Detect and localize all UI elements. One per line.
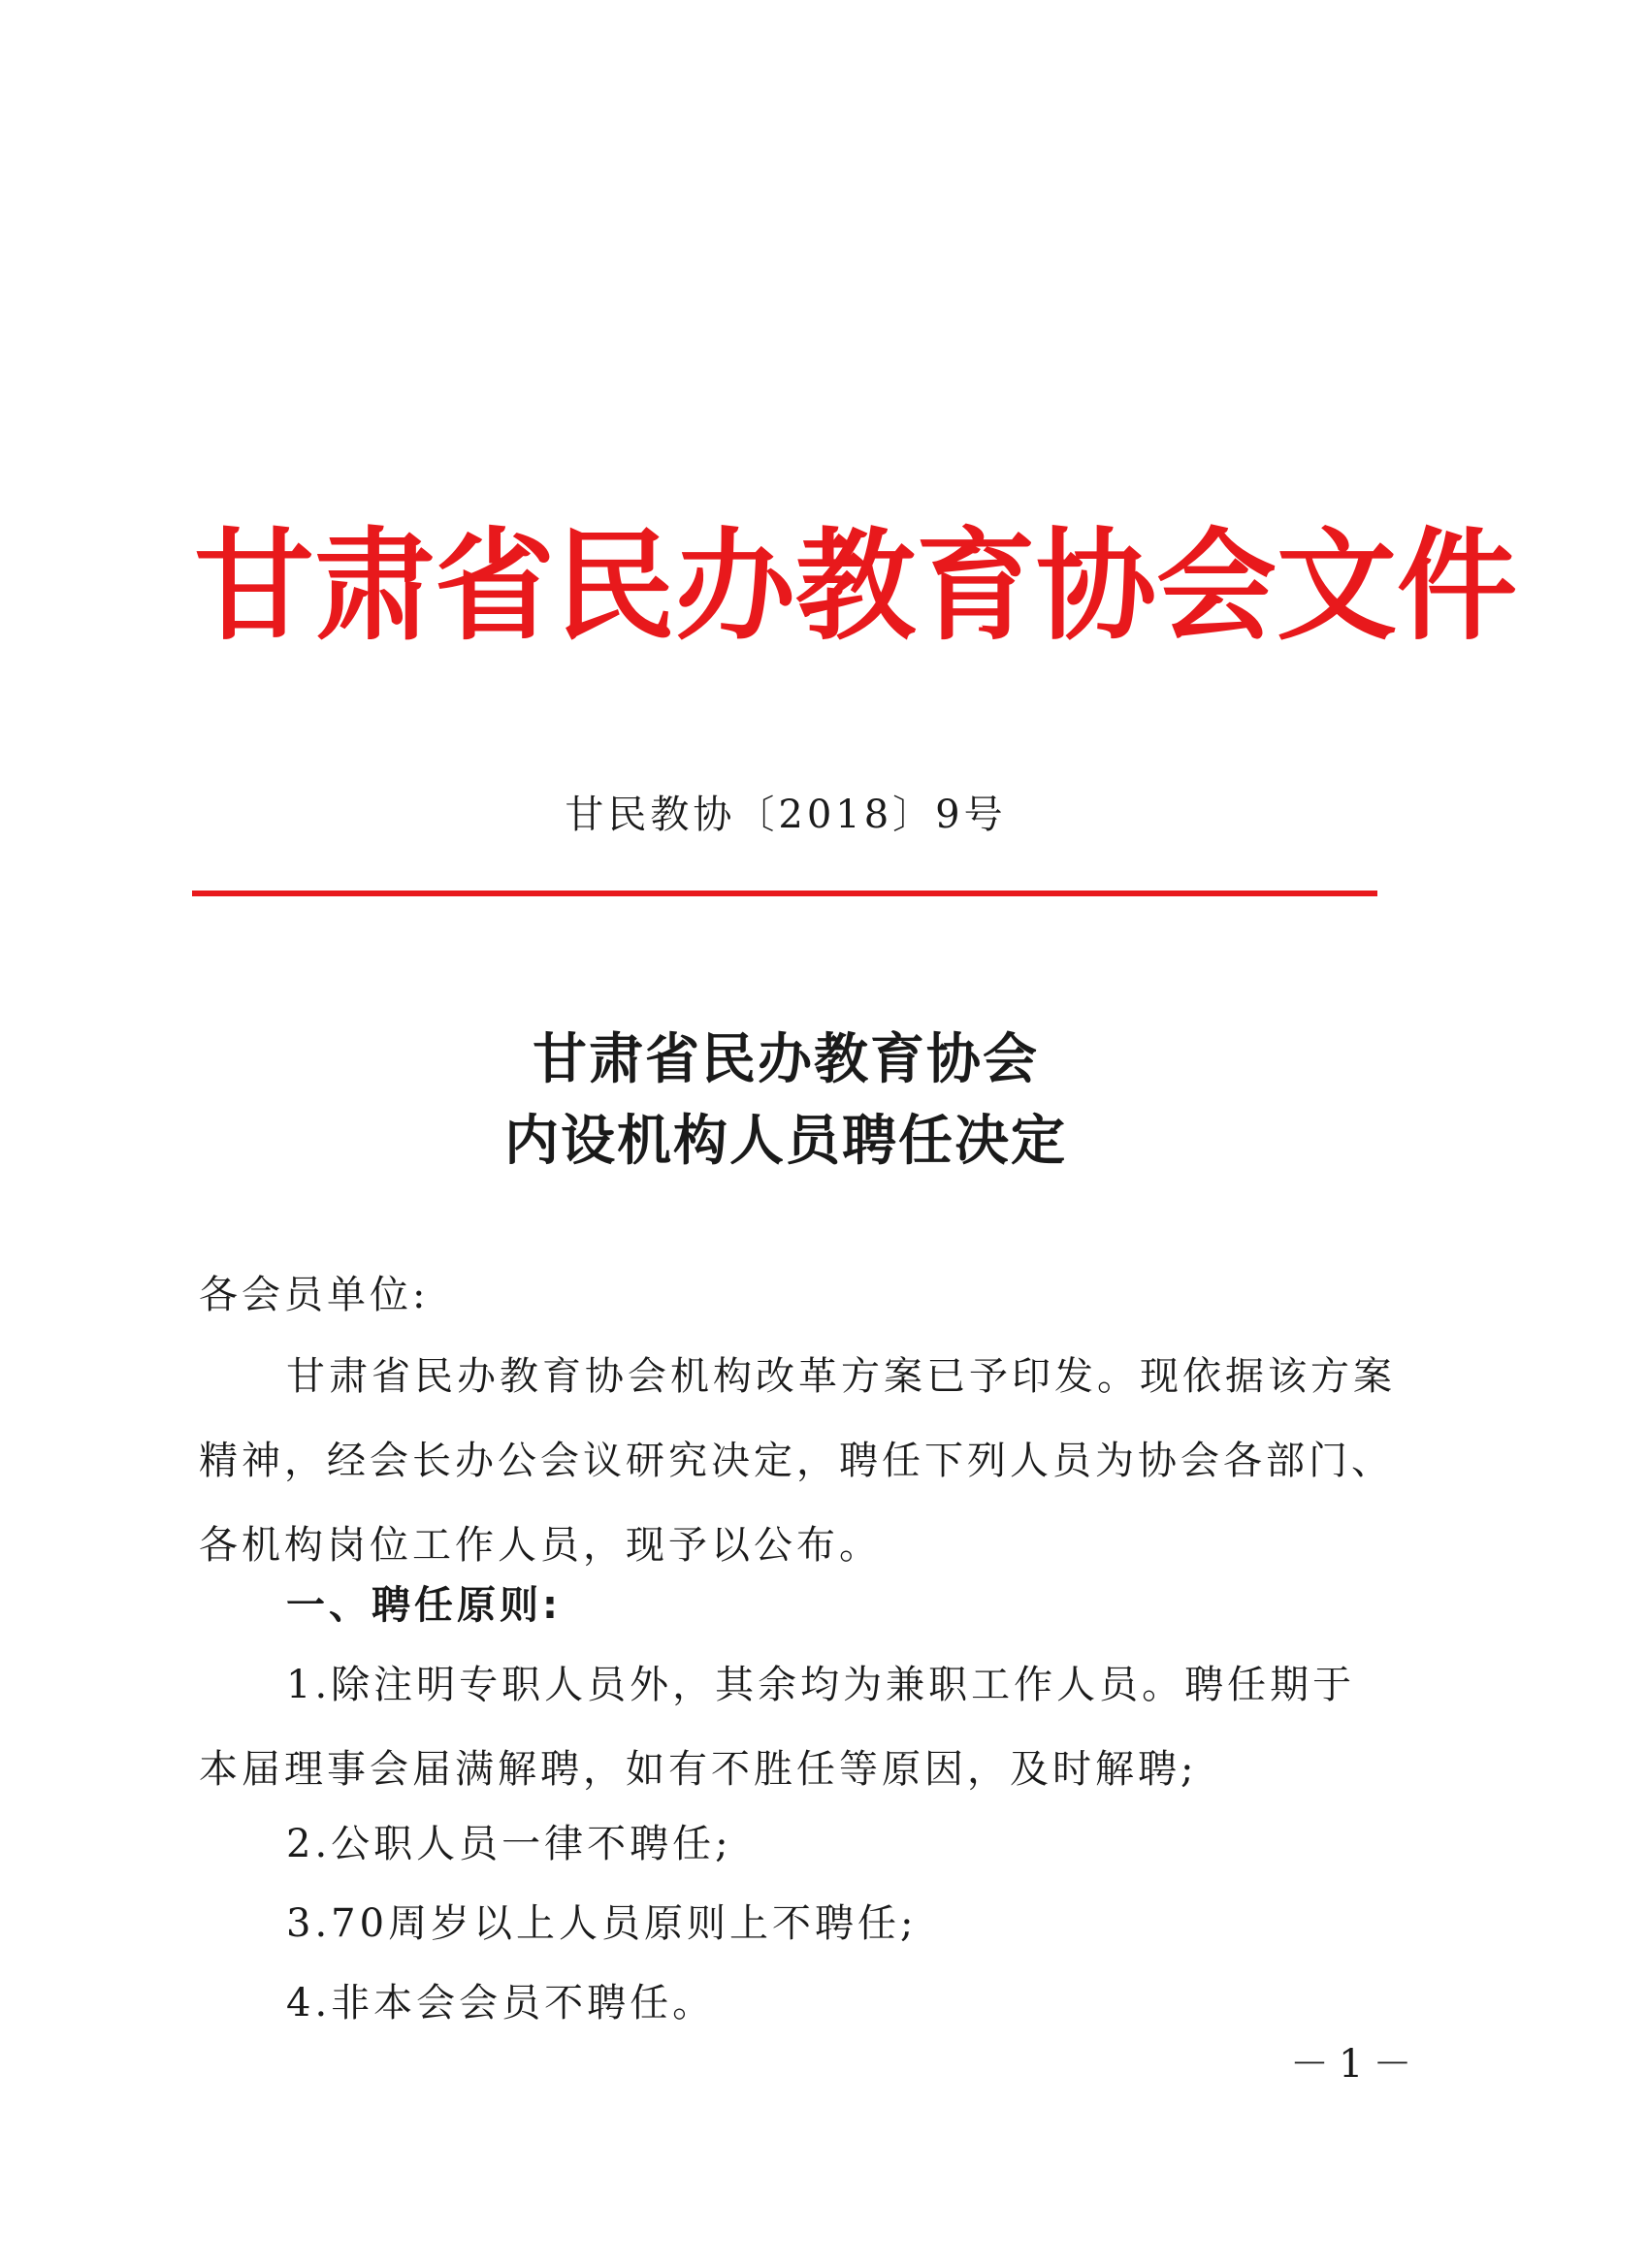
document-title-line-1: 甘肃省民办教育协会 <box>533 1027 1039 1091</box>
section-heading: 一、聘任原则: <box>286 1583 562 1628</box>
principle-item-4: 4.非本会会员不聘任。 <box>286 1981 716 2025</box>
page-number: －1－ <box>1290 2042 1422 2087</box>
red-divider-rule <box>192 891 1377 896</box>
intro-paragraph: 甘肃省民办教育协会机构改革方案已予印发。现依据该方案精神，经会长办公会议研究决定，聘任下列人员为协会各部门、各机构岗位工作人员，现予以公布。 <box>199 1354 1396 1568</box>
document-header-title: 甘肃省民办教育协会文件 <box>194 517 1518 657</box>
salutation: 各会员单位: <box>199 1273 430 1317</box>
principle-item-1: 1.除注明专职人员外，其余均为兼职工作人员。聘任期于本届理事会届满解聘，如有不胜任等原因，及时解聘; <box>199 1663 1356 1792</box>
principle-item-3: 3.70周岁以上人员原则上不聘任; <box>286 1901 918 1946</box>
document-number: 甘民教协〔2018〕9号 <box>565 793 1007 837</box>
principle-item-2: 2.公职人员一律不聘任; <box>286 1822 732 1866</box>
document-title-line-2: 内设机构人员聘任决定 <box>504 1109 1067 1173</box>
